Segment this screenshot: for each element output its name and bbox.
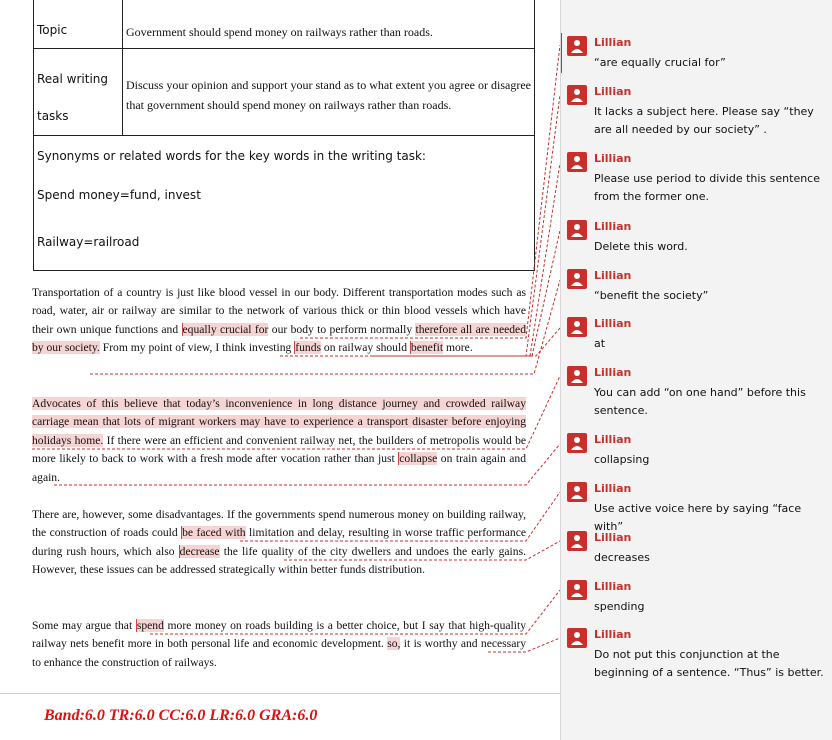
comments-pane[interactable]: [560, 0, 832, 740]
user-icon: [570, 534, 584, 548]
user-icon: [570, 155, 584, 169]
comment-text: “benefit the society”: [594, 289, 709, 302]
comment-text: Delete this word.: [594, 240, 688, 253]
task-table: [33, 0, 535, 271]
comment-text: Please use period to divide this sentence from the former one.: [594, 172, 820, 203]
comment-text: Do not put this conjunction at the beginning of a sentence. “Thus” is better.: [594, 648, 824, 679]
synonym-1: Spend money=fund, invest: [37, 188, 201, 202]
user-icon: [570, 583, 584, 597]
essay-paragraph-4: Some may argue that spend more money on roads building is a better choice, but I say that high-quality railway nets benefit more in both personal life and economic development. so, it is worthy and necessary to enhance the construction of railways.: [32, 619, 527, 669]
comment-author: Lillian: [594, 36, 632, 49]
synonym-2: Railway=railroad: [37, 235, 140, 249]
real-writing-label-2: tasks: [37, 109, 69, 123]
comment-anchor-8[interactable]: collapse: [399, 452, 438, 466]
user-icon: [570, 369, 584, 383]
comment-text: Use active voice here by saying “face with”: [594, 502, 802, 533]
synonyms-heading: Synonyms or related words for the key words in the writing task:: [37, 149, 426, 163]
comment-anchor-5[interactable]: benefit: [410, 341, 444, 355]
comment-text: You can add “on one hand” before this sentence.: [594, 386, 806, 417]
topic-text: Government should spend money on railways rather than roads.: [123, 0, 535, 49]
real-writing-text: Discuss your opinion and support your stand as to what extent you agree or disagree that government should spend money on railways rather than roads.: [123, 49, 535, 136]
comment-anchor-1[interactable]: equally crucial for: [182, 322, 269, 336]
real-writing-label: [34, 49, 123, 136]
essay-paragraph-1: Transportation of a country is just like blood vessel in our body. Different transportation modes such as road, water, air or railway are similar to the network of various thick or thin blood vessels which have their own unique functions and equally crucial for our body to perform normally therefore all are needed by our society. From my point of view, I think investing funds on railway should benefit more.: [32, 286, 526, 355]
user-icon: [570, 272, 584, 286]
user-icon: [570, 88, 584, 102]
topic-label: Topic: [34, 0, 123, 49]
avatar: [567, 269, 587, 289]
comment-author: Lillian: [594, 433, 632, 446]
band-score: Band:6.0 TR:6.0 CC:6.0 LR:6.0 GRA:6.0: [44, 707, 318, 724]
comment-author: Lillian: [594, 366, 632, 379]
comment-author: Lillian: [594, 482, 632, 495]
comment-anchor-9[interactable]: be faced with: [182, 526, 246, 540]
comment-text: decreases: [594, 551, 650, 564]
avatar: [567, 152, 587, 172]
comment-anchor-7[interactable]: Advocates of this believe that today’s inconvenience in long distance journey and crowded railway carriage mean that lots of migrant workers may have to experience a transport disaster before enjoying holidays home.: [32, 397, 526, 447]
avatar: [567, 85, 587, 105]
comment-author: Lillian: [594, 85, 632, 98]
essay-paragraph-3: There are, however, some disadvantages. If the governments spend numerous money on building railway, the construction of roads could be faced with limitation and delay, resulting in worse traffic performance during rush hours, which also decrease the life quality of the city dwellers and undoes the early gains. However, these issues can be addressed strategically within better funds distribution.: [32, 508, 526, 577]
user-icon: [570, 485, 584, 499]
comment-author: Lillian: [594, 580, 632, 593]
real-writing-label-1: Real writing: [37, 72, 109, 86]
comment-text: It lacks a subject here. Please say “they are all needed by our society” .: [594, 105, 814, 136]
avatar: [567, 366, 587, 386]
user-icon: [570, 436, 584, 450]
user-icon: [570, 631, 584, 645]
comment-author: Lillian: [594, 531, 632, 544]
comment-text: at: [594, 337, 606, 350]
comment-author: Lillian: [594, 628, 632, 641]
page-break-rule: [0, 693, 560, 694]
user-icon: [570, 39, 584, 53]
avatar: [567, 220, 587, 240]
comment-text: “are equally crucial for”: [594, 56, 726, 69]
comment-author: Lillian: [594, 317, 632, 330]
comment-author: Lillian: [594, 269, 632, 282]
comment-anchor-11[interactable]: spend: [136, 619, 164, 632]
comment-anchor-10[interactable]: decrease: [179, 544, 220, 558]
avatar: [567, 317, 587, 337]
avatar: [567, 531, 587, 551]
comment-author: Lillian: [594, 220, 632, 233]
comment-text: collapsing: [594, 453, 650, 466]
essay-paragraph-2: Advocates of this believe that today’s inconvenience in long distance journey and crowded railway carriage mean that lots of migrant workers may have to experience a transport disaster before enjoying holidays home. If there were an efficient and convenient railway net, the builders of metropolis would be more likely to back to work with a fresh mode after vocation rather than just collapse on train again and again.: [32, 397, 527, 484]
avatar: [567, 628, 587, 648]
comment-text: spending: [594, 600, 645, 613]
comment-author: Lillian: [594, 152, 632, 165]
comment-anchor-4[interactable]: funds: [295, 341, 322, 355]
avatar: [567, 580, 587, 600]
user-icon: [570, 320, 584, 334]
comment-anchor-2[interactable]: therefore all are needed by our society.: [32, 322, 526, 355]
synonyms-cell: [34, 136, 535, 271]
user-icon: [570, 223, 584, 237]
comment-anchor-12[interactable]: so,: [387, 637, 401, 651]
avatar: [567, 36, 587, 56]
avatar: [567, 482, 587, 502]
avatar: [567, 433, 587, 453]
